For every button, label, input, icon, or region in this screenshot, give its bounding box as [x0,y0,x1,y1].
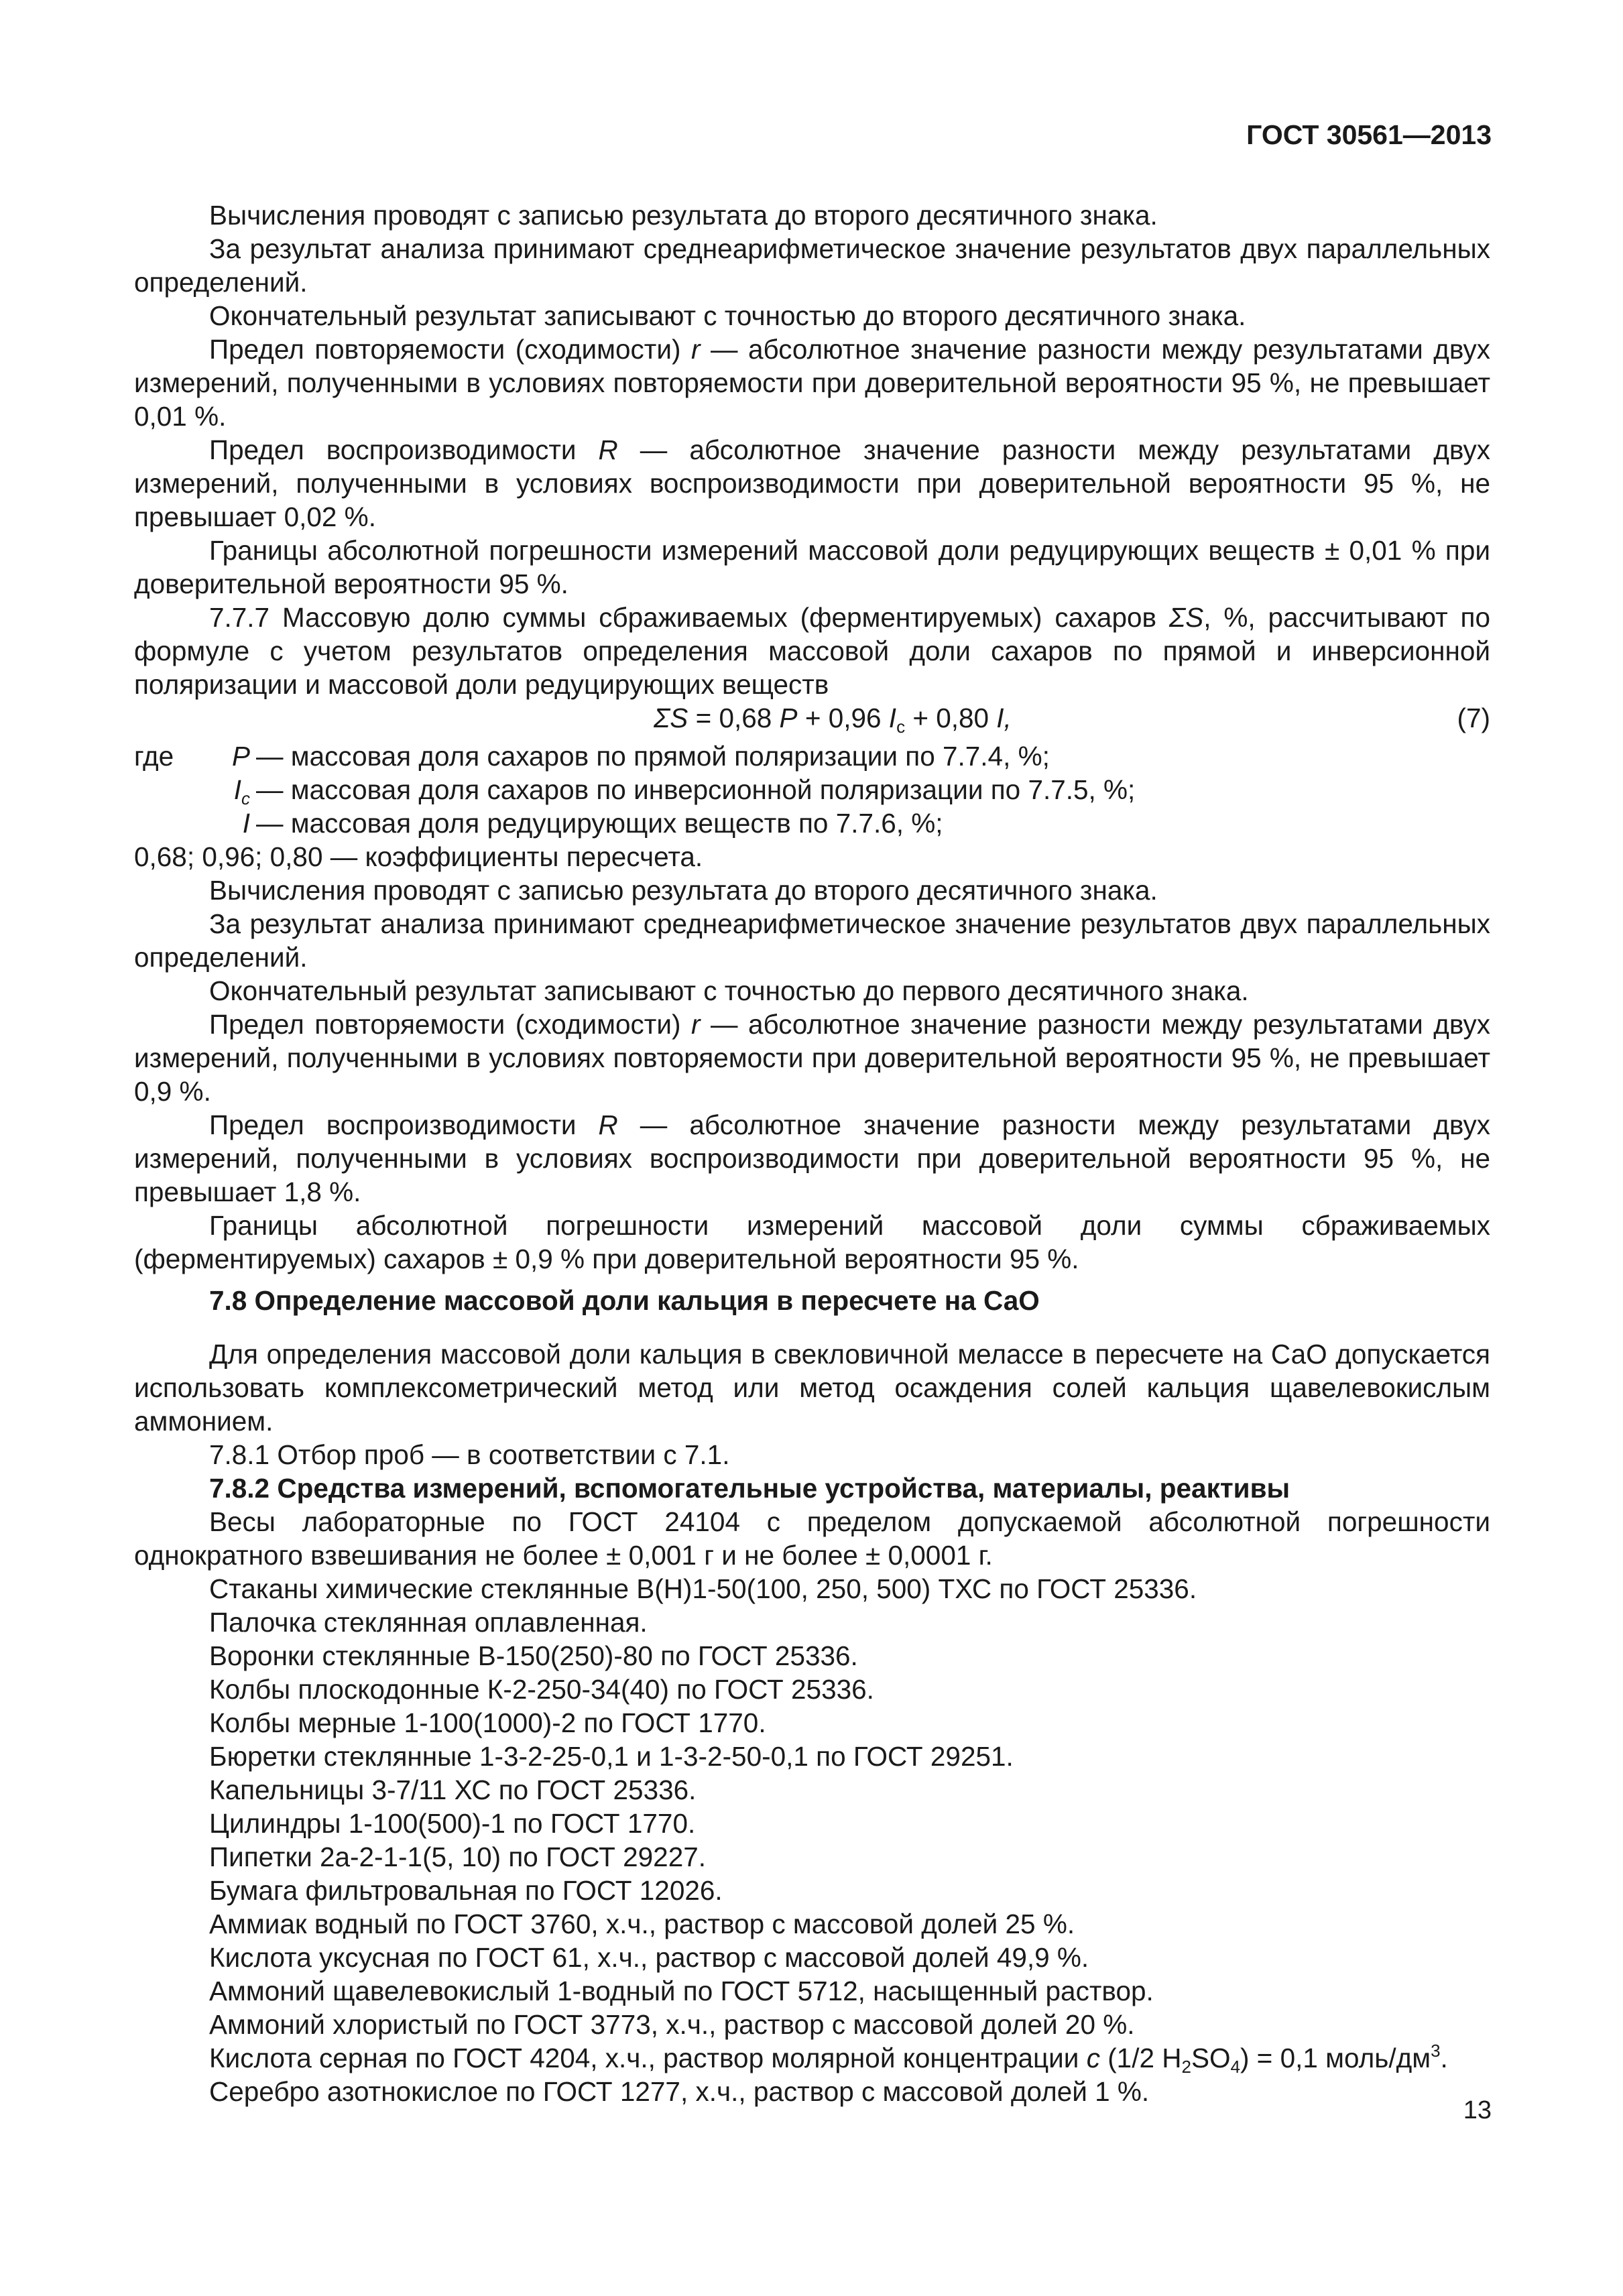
list-item: Серебро азотнокислое по ГОСТ 1277, х.ч., раствор с массовой долей 1 %. [209,2076,1150,2107]
reproducibility-limit-paragraph: Предел воспроизводимости R — абсолютное значение разности между результатами двух измерений, полученными в условиях воспроизводимости при доверительной вероятности 95 %, не превышает 1,8 %. [134,1109,1490,1207]
list-item: Пипетки 2а-2-1-1(5, 10) по ГОСТ 29227. [209,1841,707,1872]
standard-header: ГОСТ 30561—2013 [1246,119,1492,150]
clause-7-8-1: 7.8.1 Отбор проб — в соответствии с 7.1. [209,1439,730,1470]
legend-row [134,773,1490,806]
clause-7-7-7: 7.7.7 Массовую долю суммы сбраживаемых (ферментируемых) сахаров ΣS, %, рассчитывают по формуле с учетом результатов определения массовой доли сахаров по прямой и инверсионной поляризации и массовой доли редуцирующих веществ [134,602,1490,700]
legend-definition: — массовая доля редуцирующих веществ по 7.7.6, %; [256,808,943,839]
list-item: Цилиндры 1-100(500)-1 по ГОСТ 1770. [209,1808,696,1839]
section-heading-7-8: 7.8 Определение массовой доли кальция в пересчете на СаО [209,1285,1040,1316]
list-item: Аммоний хлористый по ГОСТ 3773, х.ч., раствор с массовой долей 20 %. [209,2009,1135,2040]
error-bounds-paragraph: Границы абсолютной погрешности измерений массовой доли суммы сбраживаемых (ферментируемых) сахаров ± 0,9 % при доверительной вероятности 95 %. [134,1210,1490,1274]
list-item: Воронки стеклянные В-150(250)-80 по ГОСТ 25336. [209,1640,858,1671]
section-intro-paragraph: Для определения массовой доли кальция в свекловичной мелассе в пересчете на СаО допускается использовать комплексометрический метод или метод осаждения солей кальция щавелевокислым аммонием. [134,1339,1490,1437]
legend-symbol: $I_c$ [233,774,250,808]
list-item: Бюретки стеклянные 1-3-2-25-0,1 и 1-3-2-50-0,1 по ГОСТ 29251. [209,1741,1014,1772]
page-number: 13 [1463,2096,1492,2124]
paragraph: Окончательный результат записывают с точностью до второго десятичного знака. [209,300,1246,331]
paragraph: Окончательный результат записывают с точностью до первого десятичного знака. [209,975,1249,1006]
legend-lead: где [134,741,174,772]
formula-legend [134,739,1490,873]
legend-row [134,739,1490,773]
paragraph: Вычисления проводят с записью результата до второго десятичного знака. [209,875,1158,906]
paragraph: За результат анализа принимают среднеарифметическое значение результатов двух параллельных определений. [134,908,1490,973]
legend-definition: — массовая доля сахаров по инверсионной поляризации по 7.7.5, %; [256,774,1136,805]
list-item: Палочка стеклянная оплавленная. [209,1607,648,1638]
reproducibility-limit-paragraph: Предел воспроизводимости R — абсолютное значение разности между результатами двух измерений, полученными в условиях воспроизводимости при доверительной вероятности 95 %, не превышает 0,02 %. [134,434,1490,532]
clause-7-8-2-heading: 7.8.2 Средства измерений, вспомогательные устройства, материалы, реактивы [209,1473,1290,1504]
paragraph: За результат анализа принимают среднеарифметическое значение результатов двух параллельных определений. [134,233,1490,298]
list-item: Стаканы химические стеклянные В(Н)1-50(100, 250, 500) ТХС по ГОСТ 25336. [209,1573,1197,1604]
repeatability-limit-paragraph: Предел повторяемости (сходимости) r — абсолютное значение разности между результатами двух измерений, полученными в условиях повторяемости при доверительной вероятности 95 %, не превышает 0,01 %. [134,334,1490,432]
list-item: Колбы мерные 1-100(1000)-2 по ГОСТ 1770. [209,1707,766,1738]
coefficients-line: 0,68; 0,96; 0,80 — коэффициенты пересчета. [134,841,703,872]
formula-expression: ΣS = 0,68 P + 0,96 $I_c + 0,80$ I, [654,703,1012,737]
scales-paragraph: Весы лабораторные по ГОСТ 24104 с пределом допускаемой абсолютной погрешности однократного взвешивания не более ± 0,001 г и не более ± 0,0001 г. [134,1506,1490,1571]
document-body [134,198,1490,2108]
paragraph: Вычисления проводят с записью результата до второго десятичного знака. [209,200,1158,231]
list-item: Бумага фильтровальная по ГОСТ 12026. [209,1875,723,1906]
formula-7 [134,701,1490,738]
list-item: Кислота уксусная по ГОСТ 61, х.ч., раствор с массовой долей 49,9 %. [209,1942,1089,1973]
list-item-sulfuric-acid: Кислота серная по ГОСТ 4204, х.ч., раствор молярной концентрации c (1/2 $H_2SO_4) = 0,1$ моль/$дм^3$. [209,2041,1448,2077]
list-item: Колбы плоскодонные К-2-250-34(40) по ГОСТ 25336. [209,1674,874,1705]
legend-symbol: I [242,808,250,839]
list-item: Аммоний щавелевокислый 1-водный по ГОСТ 5712, насыщенный раствор. [209,1976,1154,2006]
list-item: Аммиак водный по ГОСТ 3760, х.ч., раствор с массовой долей 25 %. [209,1909,1075,1939]
error-bounds-paragraph: Границы абсолютной погрешности измерений массовой доли редуцирующих веществ ± 0,01 % при доверительной вероятности 95 %. [134,535,1490,599]
list-item: Капельницы 3-7/11 ХС по ГОСТ 25336. [209,1774,697,1805]
repeatability-limit-paragraph: Предел повторяемости (сходимости) r — абсолютное значение разности между результатами двух измерений, полученными в условиях повторяемости при доверительной вероятности 95 %, не превышает 0,9 %. [134,1009,1490,1107]
legend-definition: — массовая доля сахаров по прямой поляризации по 7.7.4, %; [256,741,1050,772]
legend-symbol: P [231,741,250,772]
formula-number: (7) [1457,703,1490,733]
legend-row [134,806,1490,840]
equipment-list [134,1572,1490,2108]
